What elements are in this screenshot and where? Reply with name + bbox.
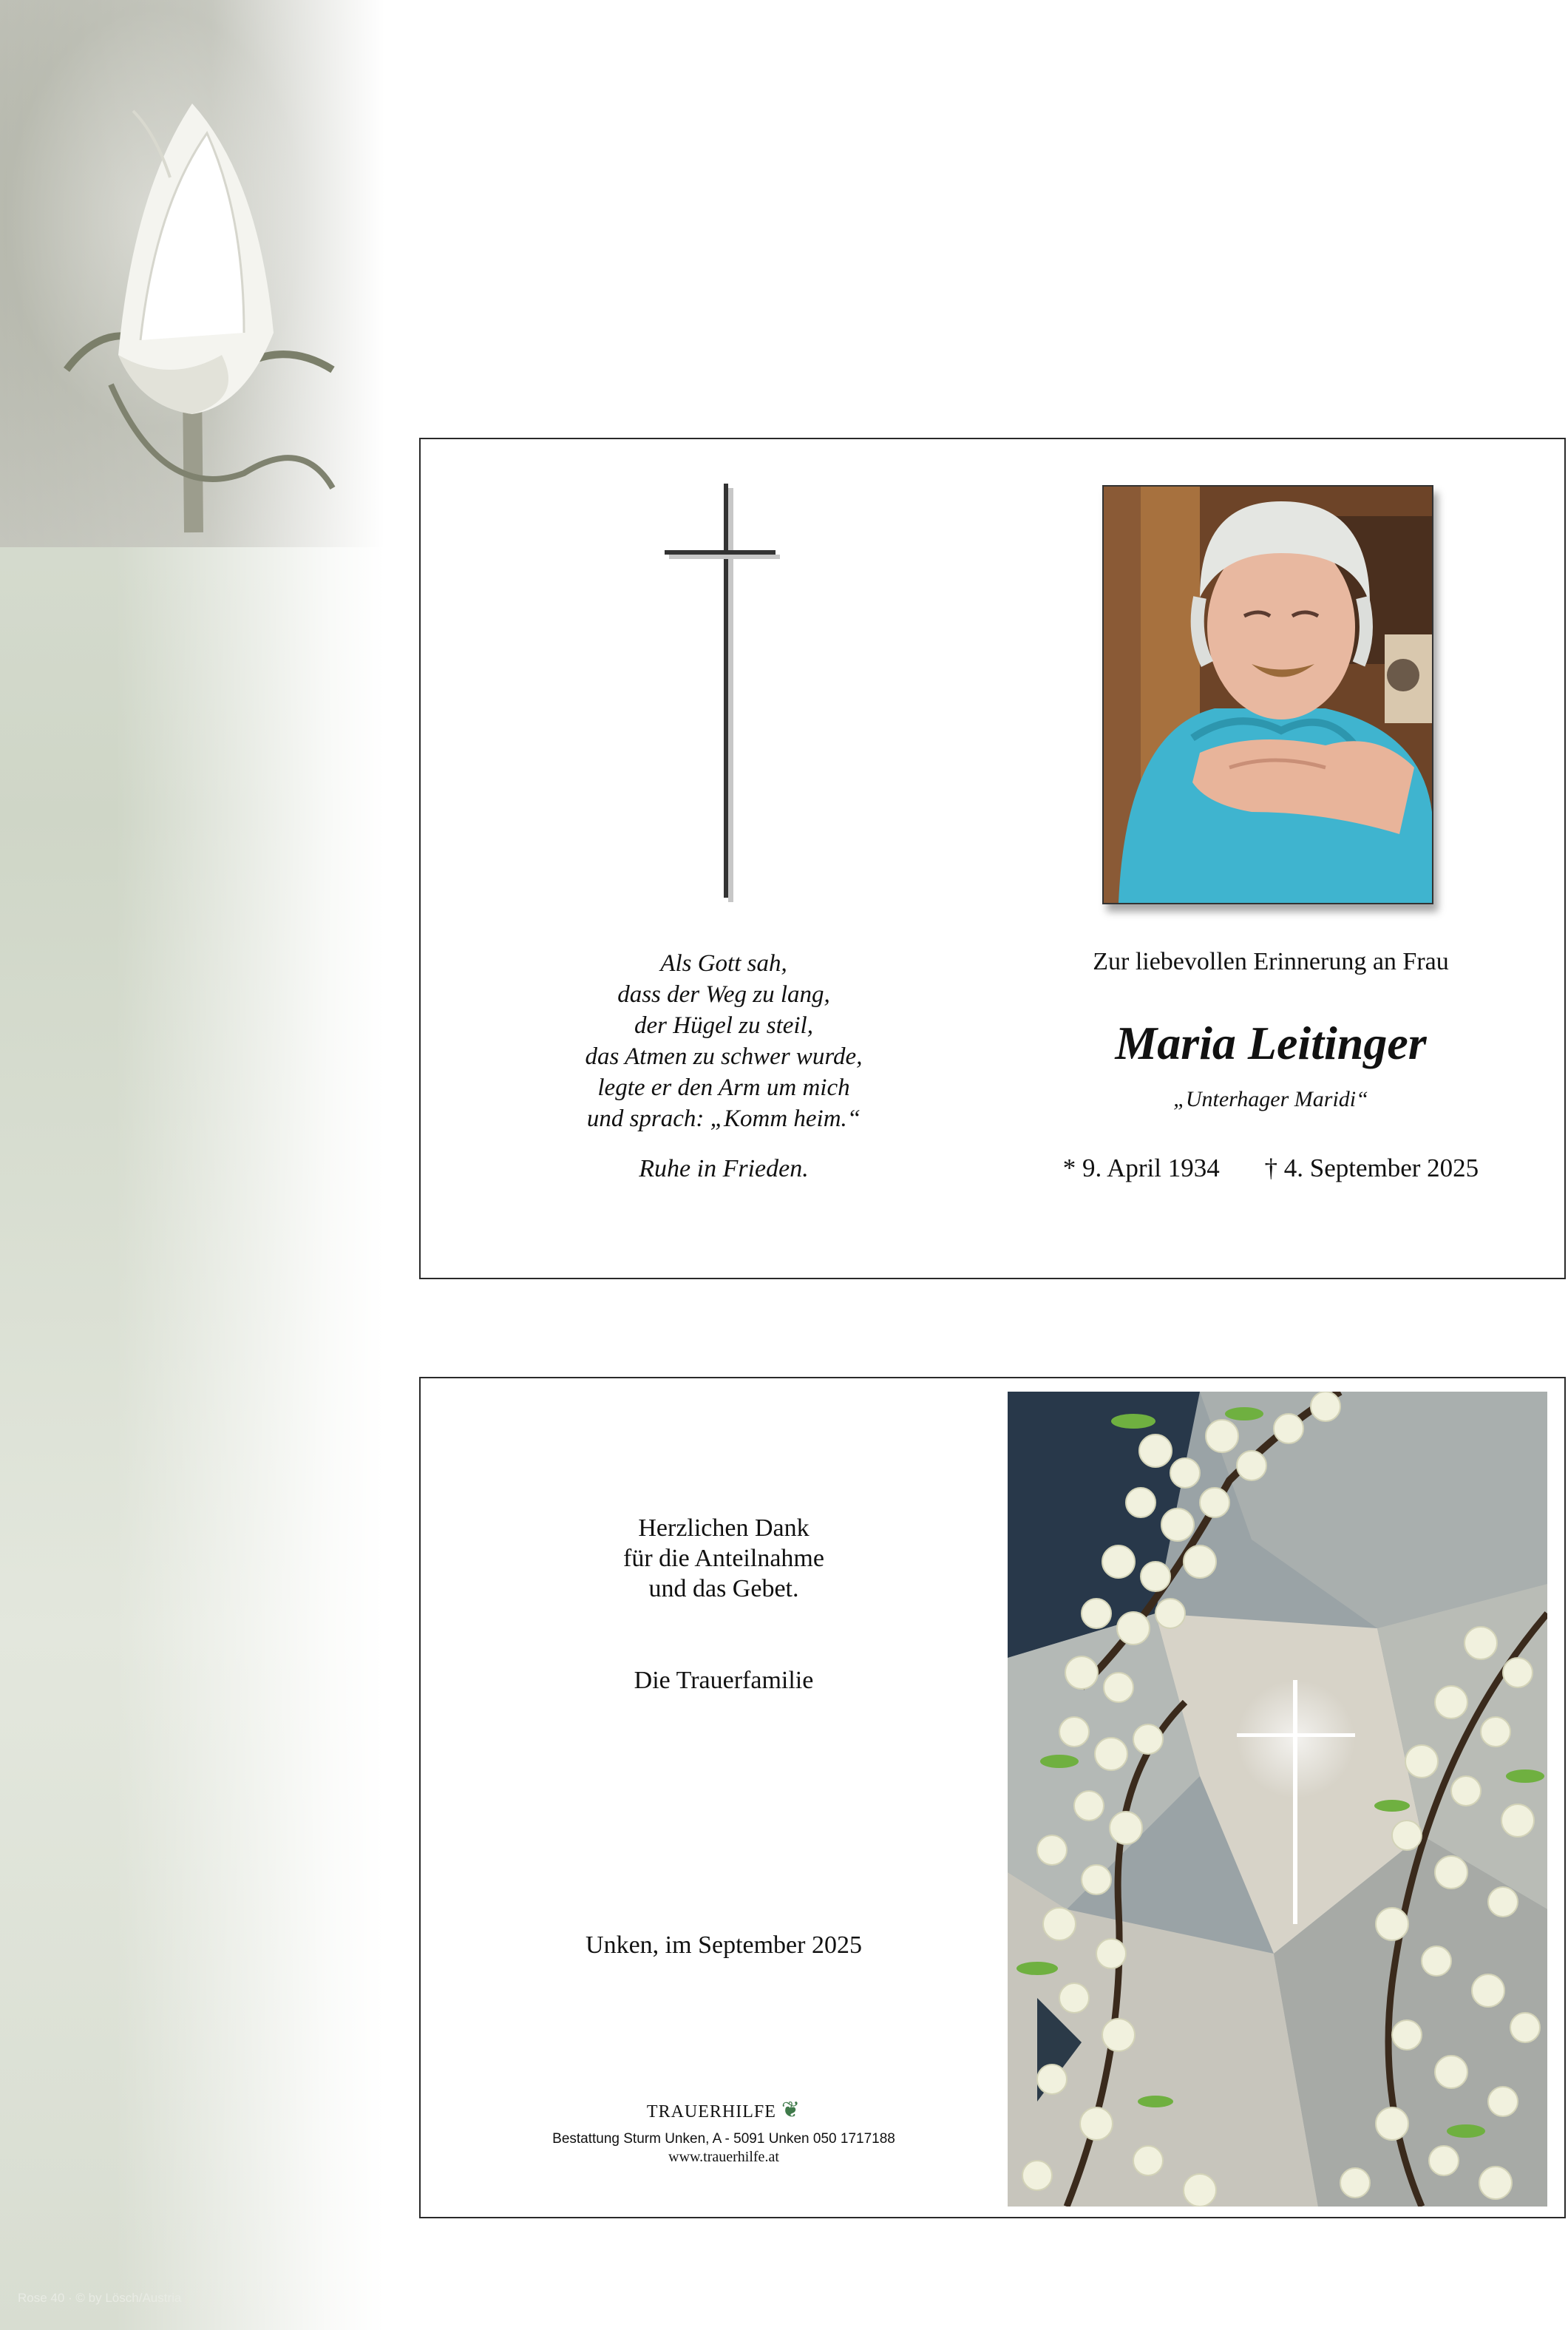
thanks-line: und das Gebet. xyxy=(648,1575,799,1602)
blossom-photo xyxy=(1008,1392,1547,2207)
rest-in-peace: Ruhe in Frieden. xyxy=(639,1155,809,1182)
memorial-poem xyxy=(532,948,916,1134)
deceased-nickname: „Unterhager Maridi“ xyxy=(1173,1087,1368,1111)
cross-icon xyxy=(665,484,790,912)
poem-line: legte er den Arm um mich xyxy=(597,1074,850,1101)
undertaker-logo xyxy=(532,2097,916,2123)
decorative-side-strip xyxy=(0,0,384,2330)
deceased-name: Maria Leitinger xyxy=(1115,1017,1427,1069)
poem-line: Als Gott sah, xyxy=(660,950,787,977)
obituary-card-front xyxy=(419,438,1566,1279)
family-signature: Die Trauerfamilie xyxy=(634,1667,814,1694)
thanks-line: Herzlichen Dank xyxy=(638,1514,810,1542)
obituary-card-back xyxy=(419,1377,1566,2218)
poem-line: das Atmen zu schwer wurde, xyxy=(585,1043,863,1070)
death-date: † 4. September 2025 xyxy=(1264,1154,1479,1182)
leaf-icon: ❦ xyxy=(781,2098,801,2122)
rose-background xyxy=(0,0,384,547)
undertaker-address: Bestattung Sturm Unken, A - 5091 Unken 050 1717188 xyxy=(552,2131,895,2147)
thanks-line: für die Anteilnahme xyxy=(623,1545,824,1572)
poem-line: dass der Weg zu lang, xyxy=(617,981,830,1008)
thanks-message xyxy=(532,1513,916,1604)
memorial-intro: Zur liebevollen Erinnerung an Frau xyxy=(1093,948,1449,975)
poem-line: der Hügel zu steil, xyxy=(634,1012,813,1039)
white-rose-image xyxy=(22,89,347,547)
portrait-photo xyxy=(1102,485,1433,904)
undertaker-name: TRAUERHILFE xyxy=(646,2102,776,2121)
place-and-date: Unken, im September 2025 xyxy=(586,1931,862,1959)
birth-date: * 9. April 1934 xyxy=(1062,1154,1220,1182)
image-credit: Rose 40 · © by Lösch/Austria xyxy=(18,2291,182,2305)
life-dates xyxy=(1034,1154,1507,1183)
poem-line: und sprach: „Komm heim.“ xyxy=(586,1105,861,1132)
undertaker-website: www.trauerhilfe.at xyxy=(668,2149,779,2165)
